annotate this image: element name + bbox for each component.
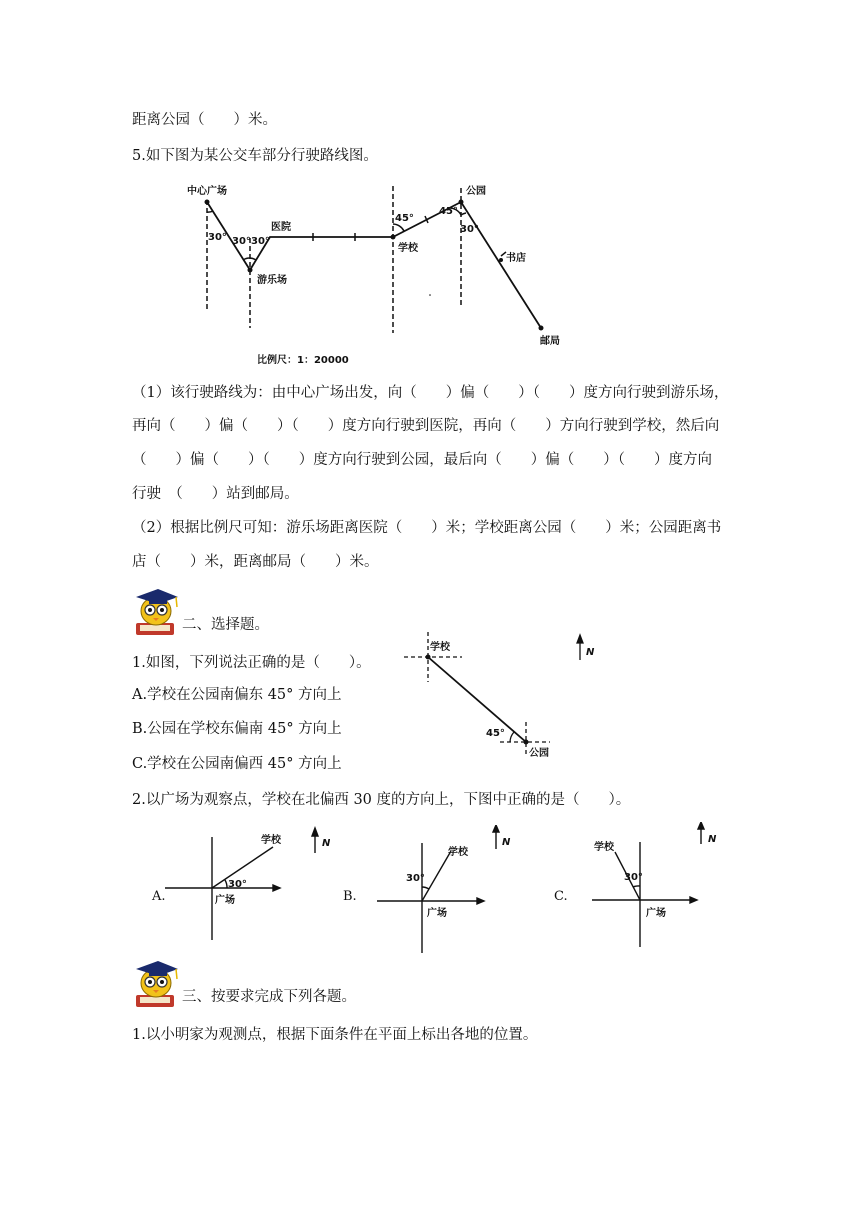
s3-q1-text: 1.以小明家为观测点，根据下面条件在平面上标出各地的位置。 [132,1027,538,1043]
s2-q1-option-c: C.学校在公园南偏西 45° 方向上 [132,756,342,772]
label-center-square: 中心广场 [187,186,227,197]
q2-figure-c [590,822,735,950]
q2-a-square: 广场 [215,895,235,906]
label-hospital: 医院 [271,222,291,233]
q2-a-angle: 30° [228,879,247,890]
q2-c-angle: 30° [624,872,643,883]
scholar-mascot-icon [132,957,182,1009]
fig1-angle-label: 45° [486,728,505,739]
section-3-header [132,957,462,1007]
fig1-school-label: 学校 [430,642,450,653]
fig1-park-label: 公园 [529,748,549,759]
q5-2-line-2: 店（ ）米，距离邮局（ ）米。 [132,554,379,570]
s2-q1-option-a: A.学校在公园南偏东 45° 方向上 [132,687,342,703]
section-2-title: 二、选择题。 [182,617,269,633]
q2-option-c-label[interactable]: C. [554,889,568,904]
label-amusement-park: 游乐场 [257,275,287,286]
q2-b-north: N [502,837,511,848]
q2-b-school: 学校 [448,847,468,858]
q2-c-north: N [708,834,717,845]
route-path [207,202,541,328]
section-3-title: 三、按要求完成下列各题。 [182,989,356,1005]
label-park: 公园 [466,186,486,197]
angle-6: 30° [460,224,479,235]
q2-b-square: 广场 [427,908,447,919]
question-5-title: 5.如下图为某公交车部分行驶路线图。 [132,148,378,164]
angle-2: 30° [232,236,251,247]
q2-option-a-label[interactable]: A. [152,889,166,904]
q2-a-school: 学校 [261,835,281,846]
s2-q2-text: 2.以广场为观察点，学校在北偏西 30 度的方向上，下图中正确的是（ ）。 [132,792,631,808]
q2-a-north: N [322,838,330,849]
label-bookstore: 书店 [506,253,526,264]
q5-1-line-2: 再向（ ）偏（ ）（ ）度方向行驶到医院，再向（ ）方向行驶到学校，然后向 [132,418,720,434]
angle-3: 30° [251,236,270,247]
q2-c-square: 广场 [646,908,666,919]
label-school: 学校 [398,243,418,254]
q2-b-angle: 30° [406,873,425,884]
q2-c-school: 学校 [594,842,614,853]
label-post-office: 邮局 [540,336,560,347]
q2-figure-b [375,825,525,955]
line-distance-park: 距离公园（ ）米。 [132,112,277,128]
school-park-figure [400,628,600,768]
fig1-north-label: N [586,647,595,658]
q5-2-line-1: （2）根据比例尺可知：游乐场距离医院（ ）米；学校距离公园（ ）米；公园距离书 [132,520,722,536]
bus-route-map [185,178,580,373]
q5-1-line-1: （1）该行驶路线为：由中心广场出发，向（ ）偏（ ）（ ）度方向行驶到游乐场， [132,385,729,401]
q5-1-line-4: 行驶 （ ）站到邮局。 [132,486,299,502]
s2-q1-option-b: B.公园在学校东偏南 45° 方向上 [132,721,342,737]
scale-label: 比例尺：1：20000 [257,355,349,366]
q2-figure-a [165,825,330,945]
s2-q1-text: 1.如图，下列说法正确的是（ ）。 [132,655,371,671]
q2-option-b-label[interactable]: B. [343,889,357,904]
q5-1-line-3: （ ）偏（ ）（ ）度方向行驶到公园，最后向（ ）偏（ ）（ ）度方向 [132,452,712,468]
angle-5: 45° [439,206,458,217]
angle-4: 45° [395,213,414,224]
scholar-mascot-icon [132,585,182,637]
angle-1: 30° [208,232,227,243]
